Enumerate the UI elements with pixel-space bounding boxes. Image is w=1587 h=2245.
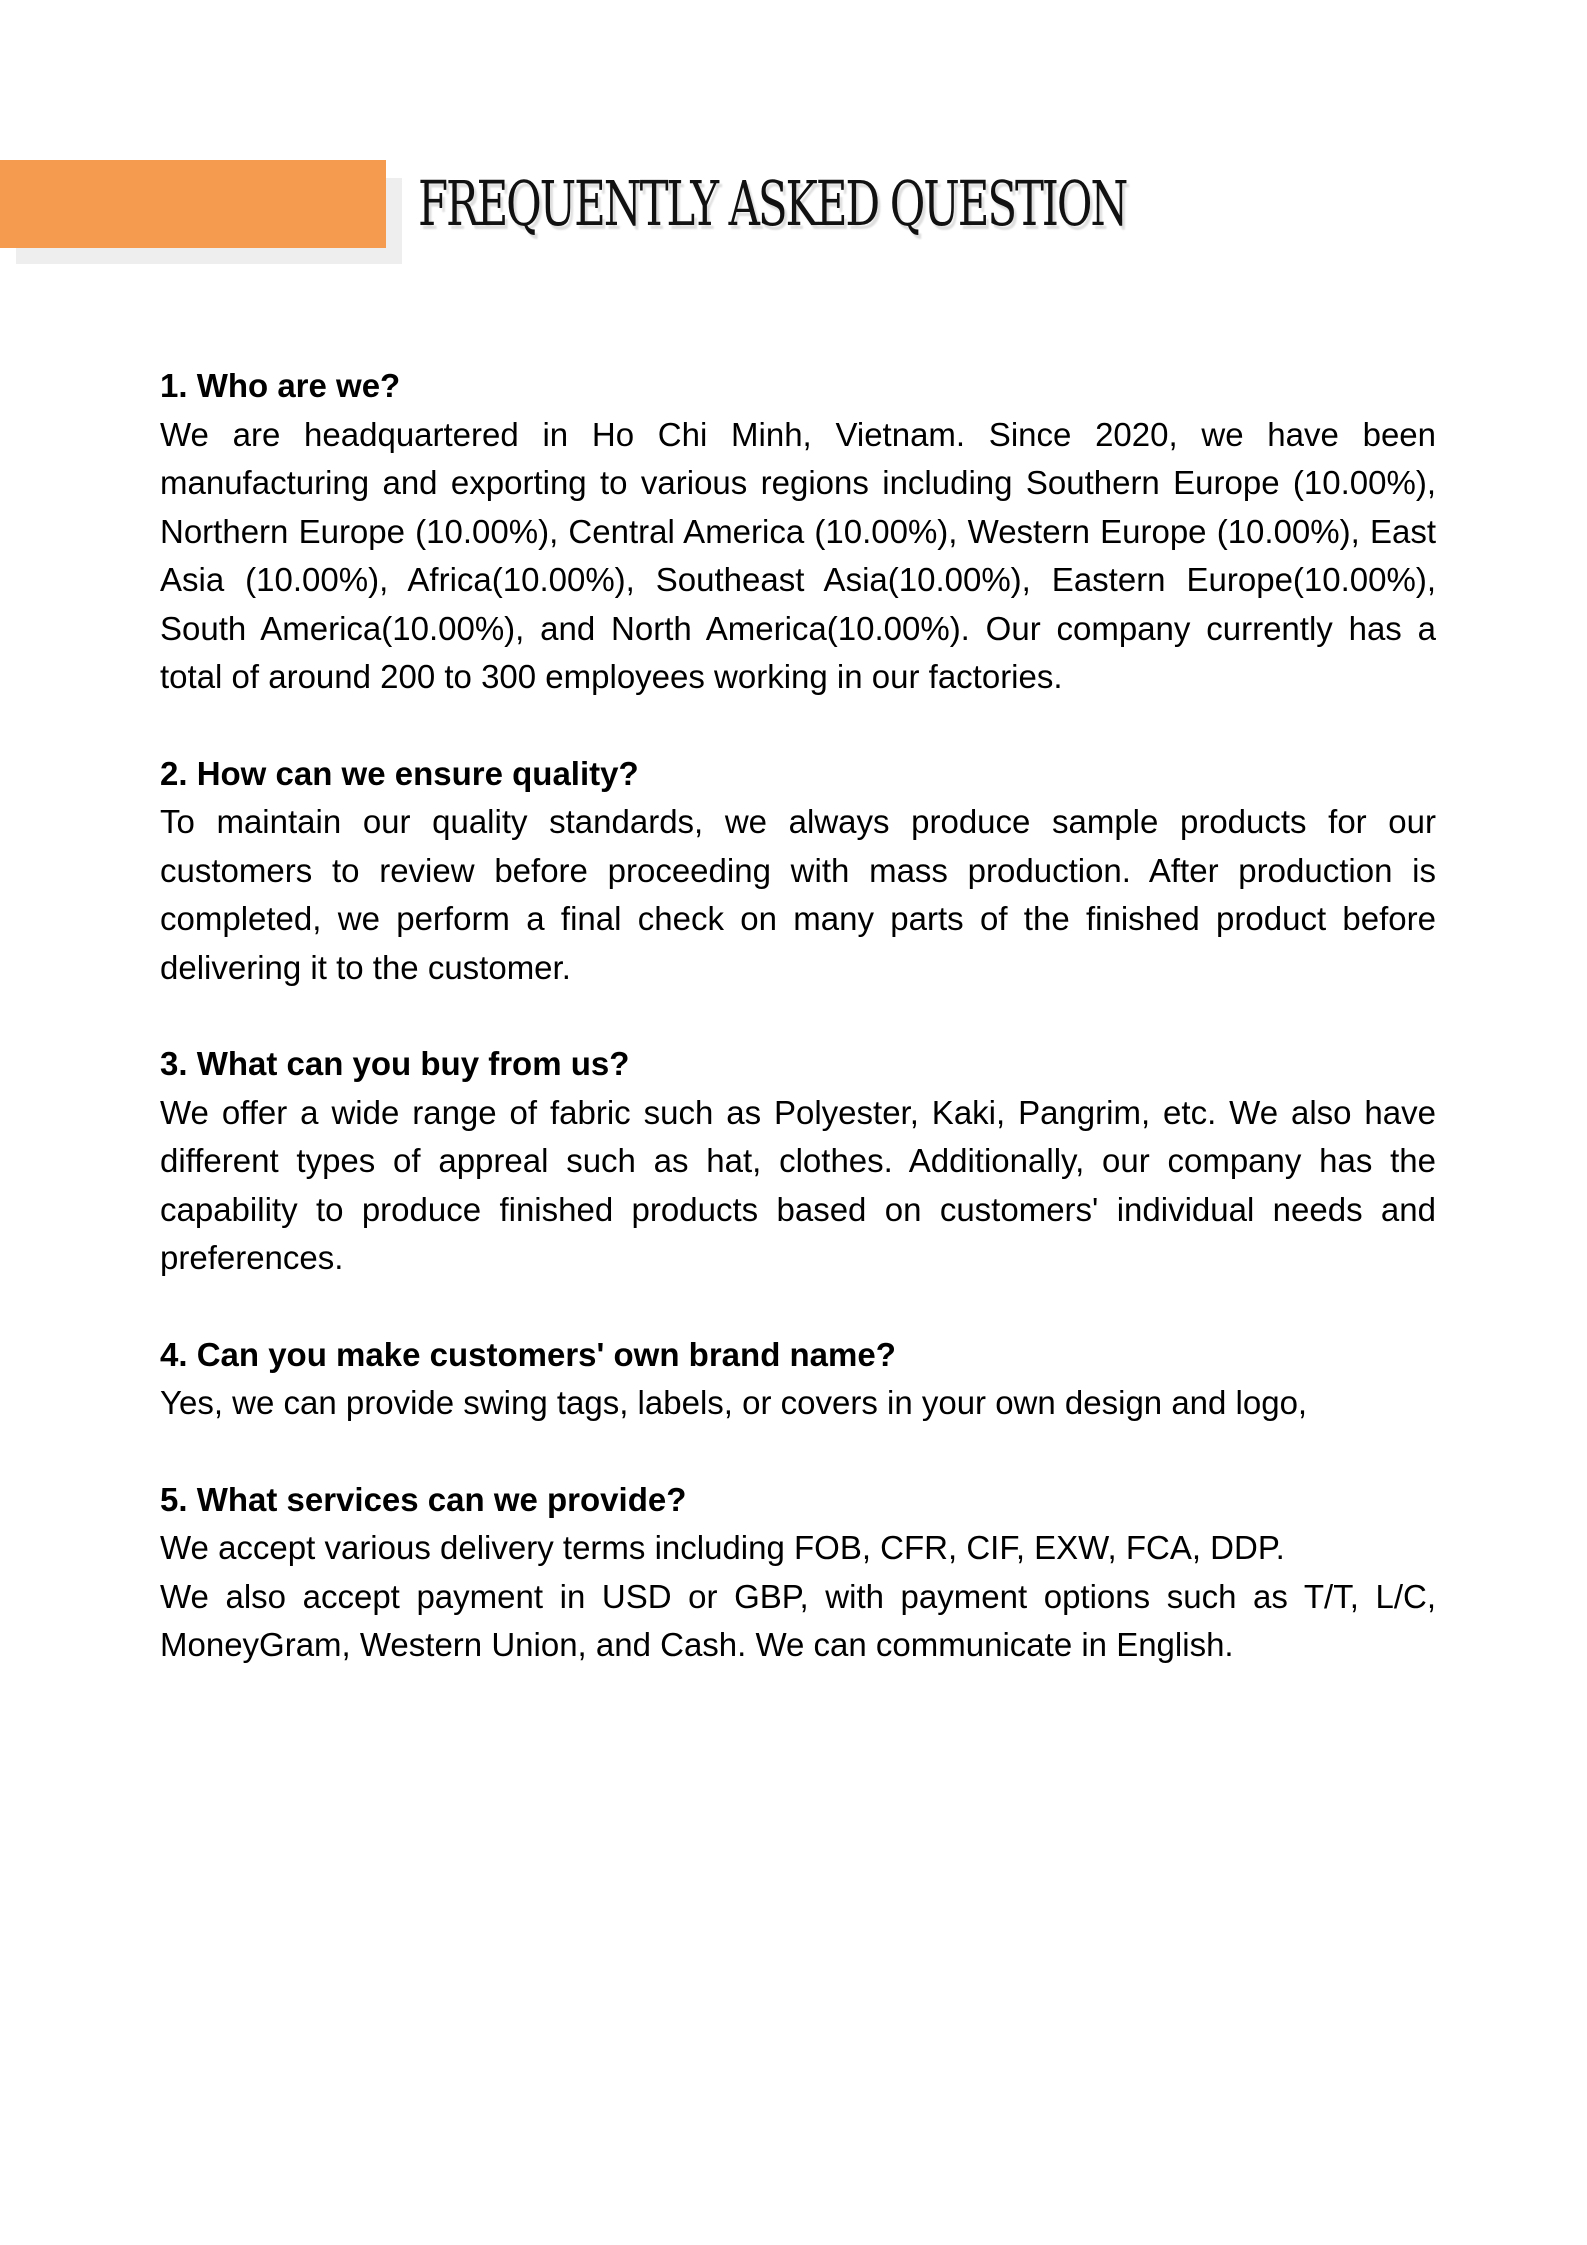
faq-item-brand-name xyxy=(160,1331,1436,1428)
faq-item-services xyxy=(160,1476,1436,1670)
faq-answer-payment-terms: We also accept payment in USD or GBP, with payment options such as T/T, L/C, MoneyGram, Western Union, and Cash. We can communicate in English. xyxy=(160,1577,1436,1663)
faq-list xyxy=(160,362,1436,1718)
faq-answer: To maintain our quality standards, we always produce sample products for our customers to review before proceeding with mass production. After production is completed, we perform a final check on many parts of the finished product before delivering it to the customer. xyxy=(160,803,1436,986)
page-title: FREQUENTLY ASKED QUESTION xyxy=(418,167,1127,240)
faq-question: 5. What services can we provide? xyxy=(160,1480,687,1518)
header-accent-banner xyxy=(0,160,386,248)
faq-question: 4. Can you make customers' own brand name? xyxy=(160,1335,896,1373)
faq-item-products xyxy=(160,1040,1436,1283)
faq-answer: Yes, we can provide swing tags, labels, or covers in your own design and logo, xyxy=(160,1384,1308,1421)
faq-question: 2. How can we ensure quality? xyxy=(160,754,639,792)
faq-answer: We offer a wide range of fabric such as Polyester, Kaki, Pangrim, etc. We also have different types of appreal such as hat, clothes. Additionally, our company has the capability to produce finished products based on customers' individual needs and preferences. xyxy=(160,1093,1436,1276)
faq-question: 3. What can you buy from us? xyxy=(160,1045,630,1082)
faq-item-quality xyxy=(160,750,1436,993)
faq-answer: We are headquartered in Ho Chi Minh, Vietnam. Since 2020, we have been manufacturing and exporting to various regions including Southern Europe (10.00%), Northern Europe (10.00%), Central America (10.00%), Western Europe (10.00%), East Asia (10.00%), Africa(10.00%), Southeast Asia(10.00%), Eastern Europe(10.00%), South America(10.00%), and North America(10.00%). Our company currently has a total of around 200 to 300 employees working in our factories. xyxy=(160,415,1436,695)
faq-question: 1. Who are we? xyxy=(160,367,401,404)
faq-answer-delivery-terms: We accept various delivery terms including FOB, CFR, CIF, EXW, FCA, DDP. xyxy=(160,1529,1285,1566)
faq-item-who-are-we xyxy=(160,362,1436,702)
